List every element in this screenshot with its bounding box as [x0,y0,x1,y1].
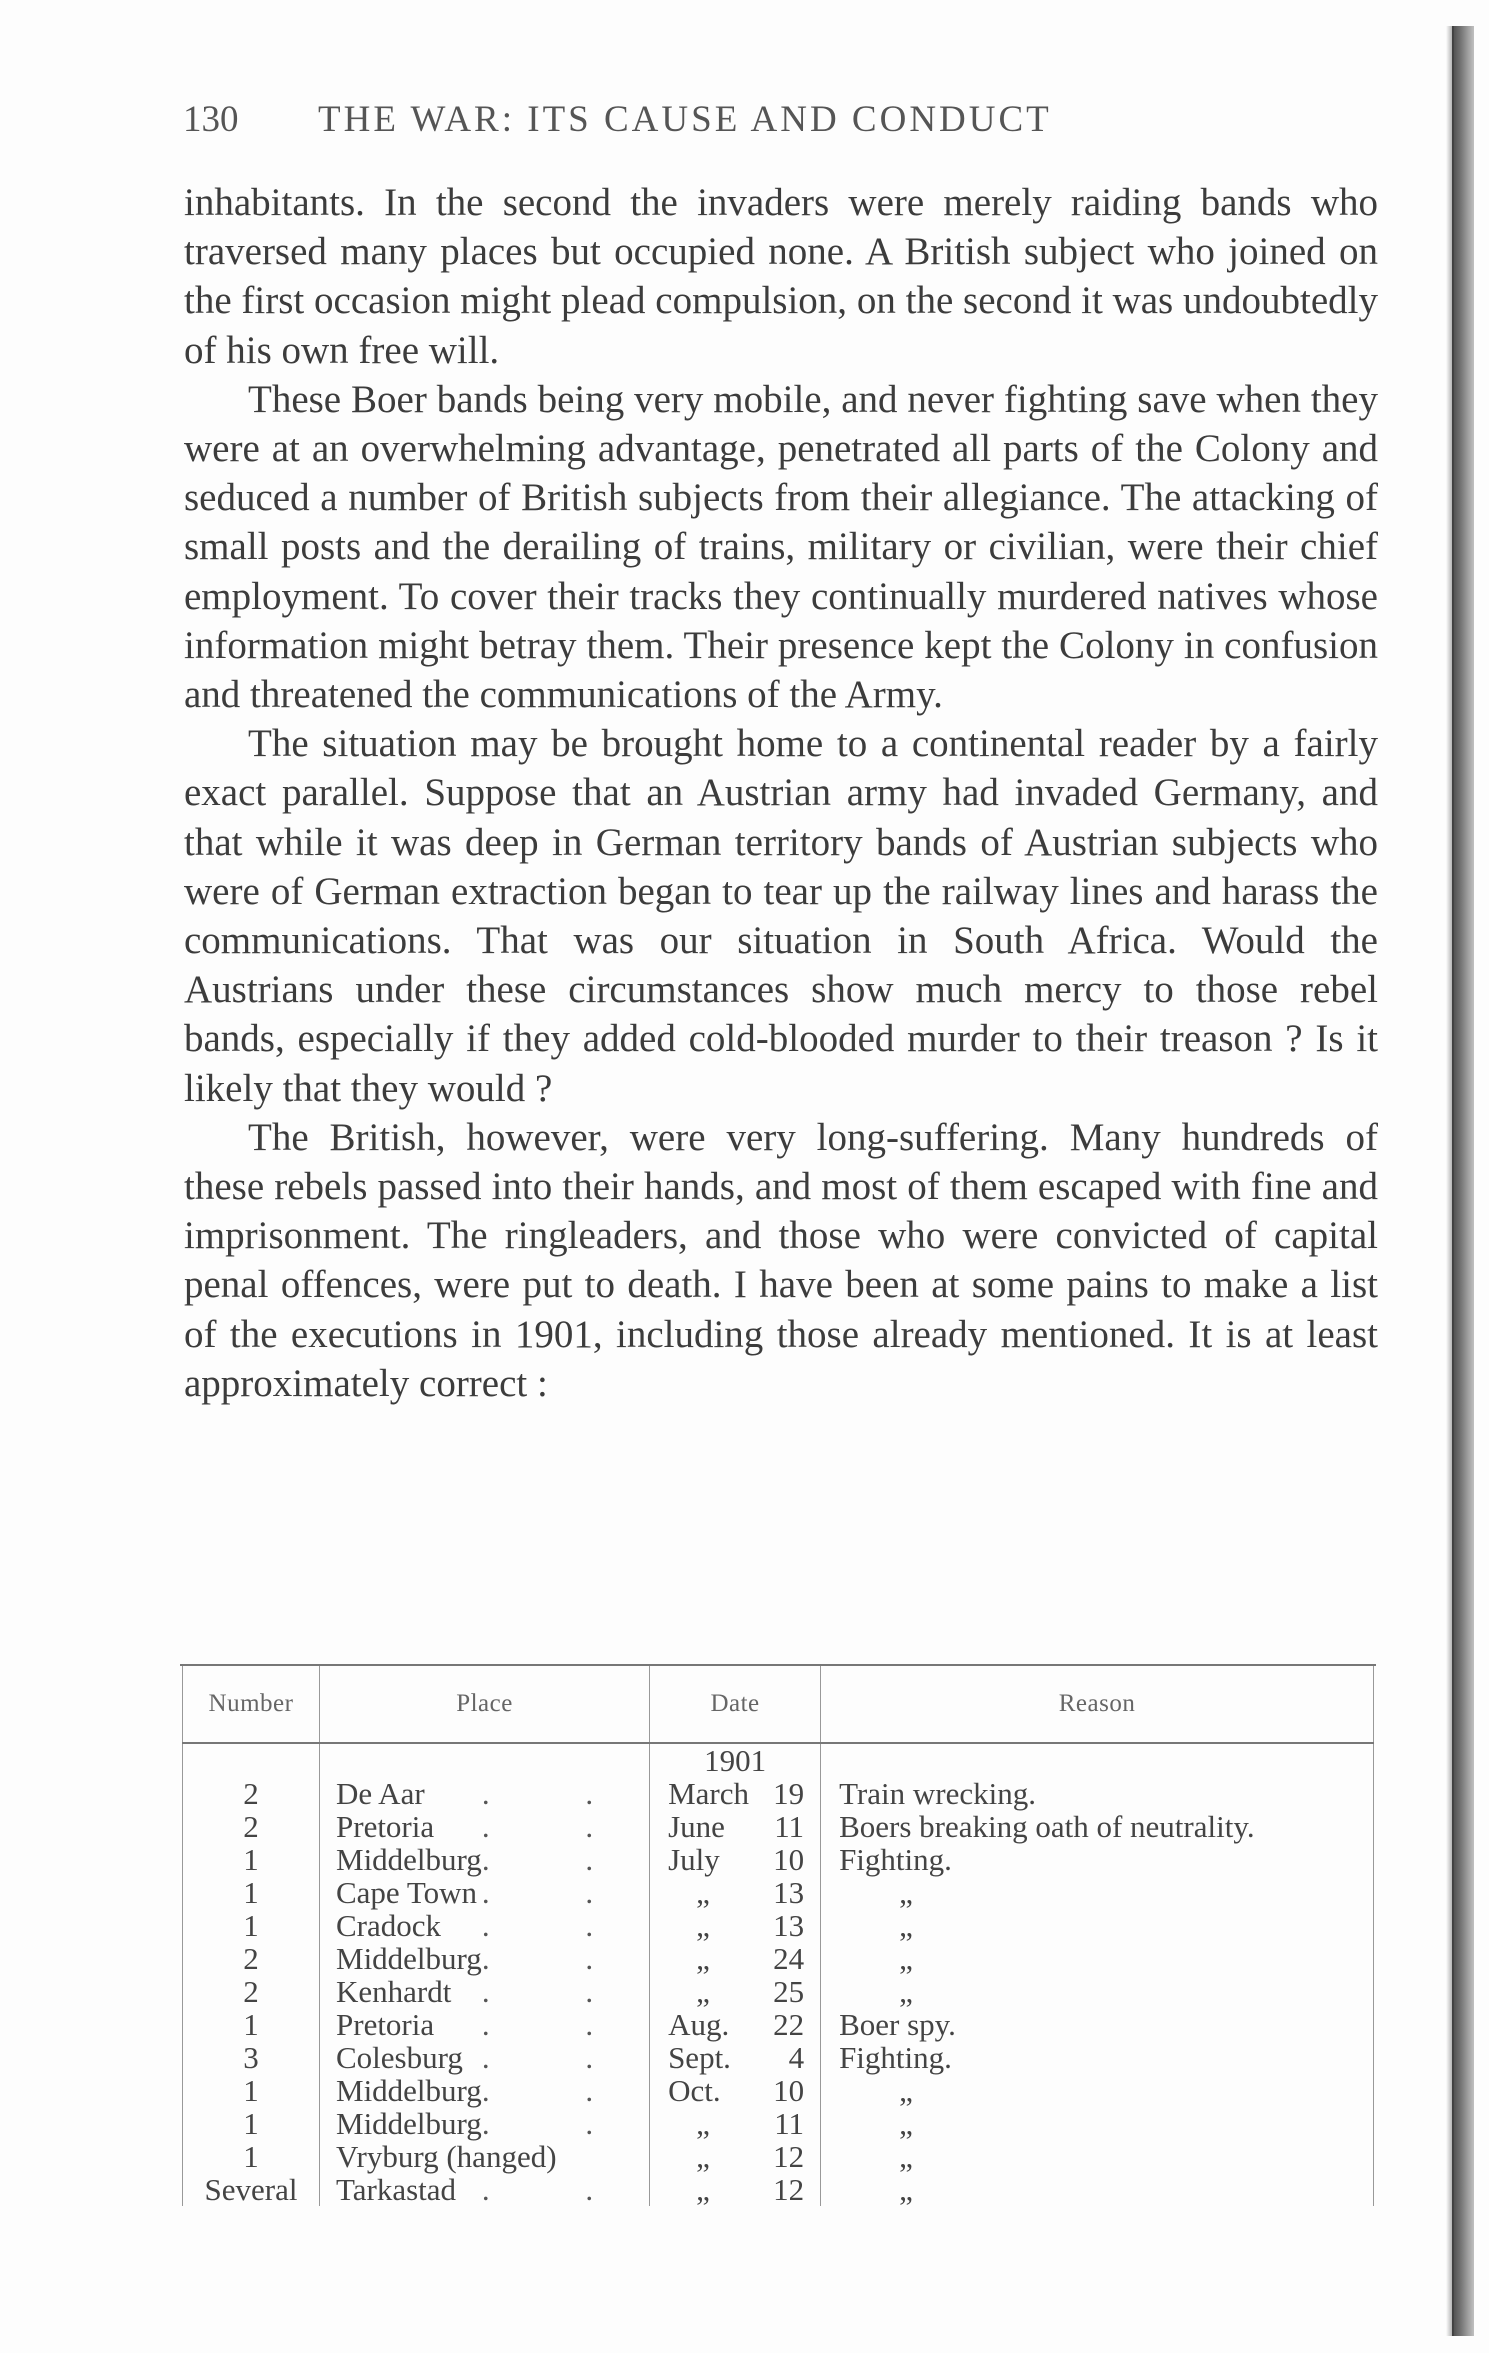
place-name: Middelburg [336,2106,482,2141]
leader-dots: . . [481,2106,638,2141]
leader-dots: . . [481,1941,638,1976]
cell-number: 1 [183,1843,320,1876]
cell-place [320,2140,650,2173]
cell-number: 2 [183,1942,320,1975]
reason-text: Boer spy. [839,2007,956,2042]
place-name: Cape Town [336,1875,478,1910]
cell-reason [821,2107,1374,2140]
date-day: 10 [773,2073,805,2108]
table-row [183,1876,1374,1909]
paragraph: inhabitants. In the second the invaders were merely raiding bands who traversed many places but occupied none. A British subject who joined on the first occasion might plead compulsion, on the second it was undoubtedly of his own free will. [184,181,1378,372]
place-name: Kenhardt [336,1974,452,2009]
header-place: Place [320,1666,650,1743]
leader-dots: . . [481,1776,638,1811]
date-month: „ [696,1875,710,1910]
reason-text: „ [899,2106,913,2141]
date-day: 11 [774,2106,805,2141]
date-month: March [668,1776,749,1811]
leader-dots: . . [481,1809,638,1844]
cell-place [320,1777,650,1810]
cell-number: 1 [183,2107,320,2140]
table-header-row [183,1666,1374,1743]
header-reason: Reason [821,1666,1374,1743]
cell-place [320,2107,650,2140]
date-day: 10 [773,1842,805,1877]
cell-number: 1 [183,1909,320,1942]
running-head [183,98,1218,141]
leader-dots: . . [481,2073,638,2108]
cell-reason [821,2140,1374,2173]
cell-date [650,1777,821,1810]
table-row [183,1942,1374,1975]
reason-text: „ [899,2073,913,2108]
year-row [183,1743,1374,1777]
paragraph: The situation may be brought home to a continental reader by a fairly exact parallel. Suppose that an Austrian army had invaded Germany, and that while it was deep in German territory bands of Austrian subjects who were of German extraction began to tear up the railway lines and harass the communications. That was our situation in South Africa. Would the Austrians under these circumstances show much mercy to those rebel bands, especially if they added cold-blooded murder to their treason ? Is it likely that they would ? [184,722,1378,1110]
date-month: July [668,1842,720,1877]
place-name: Tarkastad [336,2172,457,2207]
place-name: Middelburg [336,1941,482,1976]
cell-number: 1 [183,2140,320,2173]
cell-number: 1 [183,1876,320,1909]
date-month: „ [696,1941,710,1976]
place-name: Middelburg [336,1842,482,1877]
table-row [183,1975,1374,2008]
date-month: Sept. [668,2040,731,2075]
place-name: Pretoria [336,1809,435,1844]
cell-place [320,1909,650,1942]
cell-reason [821,2041,1374,2074]
date-month: „ [696,2172,710,2207]
leader-dots: . . [481,1974,638,2009]
paragraph: These Boer bands being very mobile, and never fighting save when they were at an overwhelming advantage, penetrated all parts of the Colony and seduced a number of British subjects from their allegiance. The attacking of small posts and the derailing of trains, military or civilian, were their chief employment. To cover their tracks they continually murdered natives whose information might betray them. Their presence kept the Colony in confusion and threatened the communications of the Army. [184,377,1378,717]
cell-place [320,2008,650,2041]
leader-dots: . . [481,1842,638,1877]
cell-reason [821,1777,1374,1810]
reason-text: „ [899,1974,913,2009]
reason-text: Fighting. [839,1842,952,1877]
reason-text: Fighting. [839,2040,952,2075]
place-name: Colesburg [336,2040,463,2075]
cell-date [650,1810,821,1843]
leader-dots: . . [481,2040,638,2075]
cell-reason [821,2074,1374,2107]
cell-reason [821,2008,1374,2041]
cell-date [650,2074,821,2107]
date-day: 22 [773,2007,805,2042]
leader-dots: . . [481,1908,638,1943]
date-day: 24 [773,1941,805,1976]
cell-place [320,1942,650,1975]
date-day: 13 [773,1875,805,1910]
cell-reason [821,1843,1374,1876]
page-scan-edge [1452,26,1474,2336]
cell-place [320,1843,650,1876]
date-day: 12 [773,2172,805,2207]
table-row [183,2107,1374,2140]
cell-reason [821,1909,1374,1942]
date-day: 13 [773,1908,805,1943]
executions-table [182,1664,1374,2206]
table-row [183,2173,1374,2206]
cell-place [320,2173,650,2206]
reason-text: Boers breaking oath of neutrality. [839,1809,1255,1844]
place-name: Cradock [336,1908,442,1943]
table-row [183,1810,1374,1843]
cell-number: 2 [183,1810,320,1843]
place-name: Pretoria [336,2007,435,2042]
page-number: 130 [183,99,239,140]
cell-date [650,1909,821,1942]
table-row [183,1777,1374,1810]
date-day: 11 [774,1809,805,1844]
cell-date [650,2140,821,2173]
table-row [183,2074,1374,2107]
reason-text: „ [899,1908,913,1943]
date-day: 4 [788,2040,805,2075]
reason-text: Train wrecking. [839,1776,1036,1811]
cell-reason [821,1975,1374,2008]
cell-number: Several [183,2173,320,2206]
header-date: Date [650,1666,821,1743]
date-day: 25 [773,1974,805,2009]
leader-dots: . . [481,1875,638,1910]
reason-text: „ [899,2139,913,2174]
reason-text: „ [899,1875,913,1910]
table-row [183,2140,1374,2173]
cell-reason [821,1876,1374,1909]
cell-number: 1 [183,2074,320,2107]
cell-place [320,1876,650,1909]
date-month: „ [696,1908,710,1943]
cell-reason [821,1810,1374,1843]
cell-date [650,1975,821,2008]
cell-reason [821,1942,1374,1975]
place-name: Middelburg [336,2073,482,2108]
date-month: „ [696,1974,710,2009]
cell-place [320,2074,650,2107]
table-row [183,2041,1374,2074]
place-name: De Aar [336,1776,425,1811]
date-day: 12 [773,2139,805,2174]
cell-place [320,1975,650,2008]
reason-text: „ [899,1941,913,1976]
cell-number: 1 [183,2008,320,2041]
cell-number: 2 [183,1777,320,1810]
cell-date [650,2008,821,2041]
leader-dots: . . [481,2007,638,2042]
date-month: Oct. [668,2073,721,2108]
date-day: 19 [773,1776,805,1811]
cell-place [320,1810,650,1843]
reason-text: „ [899,2172,913,2207]
place-name: Vryburg (hanged) [336,2139,557,2174]
cell-date [650,1942,821,1975]
cell-date [650,2107,821,2140]
cell-reason [821,2173,1374,2206]
table-row [183,1909,1374,1942]
leader-dots: . . [481,2172,638,2207]
date-month: Aug. [668,2007,730,2042]
running-title: THE WAR: ITS CAUSE AND CONDUCT [318,99,1052,140]
table-row [183,2008,1374,2041]
table-row [183,1843,1374,1876]
cell-date [650,2041,821,2074]
cell-date [650,2173,821,2206]
cell-number: 3 [183,2041,320,2074]
year-label: 1901 [650,1743,821,1777]
header-number: Number [183,1666,320,1743]
date-month: „ [696,2106,710,2141]
cell-date [650,1876,821,1909]
body-text [184,178,1378,1408]
paragraph: The British, however, were very long-suffering. Many hundreds of these rebels passed into their hands, and most of them escaped with fine and imprisonment. The ringleaders, and those who were convicted of capital penal offences, were put to death. I have been at some pains to make a list of the executions in 1901, including those already mentioned. It is at least approximately correct : [184,1115,1378,1405]
date-month: „ [696,2139,710,2174]
cell-place [320,2041,650,2074]
cell-date [650,1843,821,1876]
cell-number: 2 [183,1975,320,2008]
date-month: June [668,1809,725,1844]
